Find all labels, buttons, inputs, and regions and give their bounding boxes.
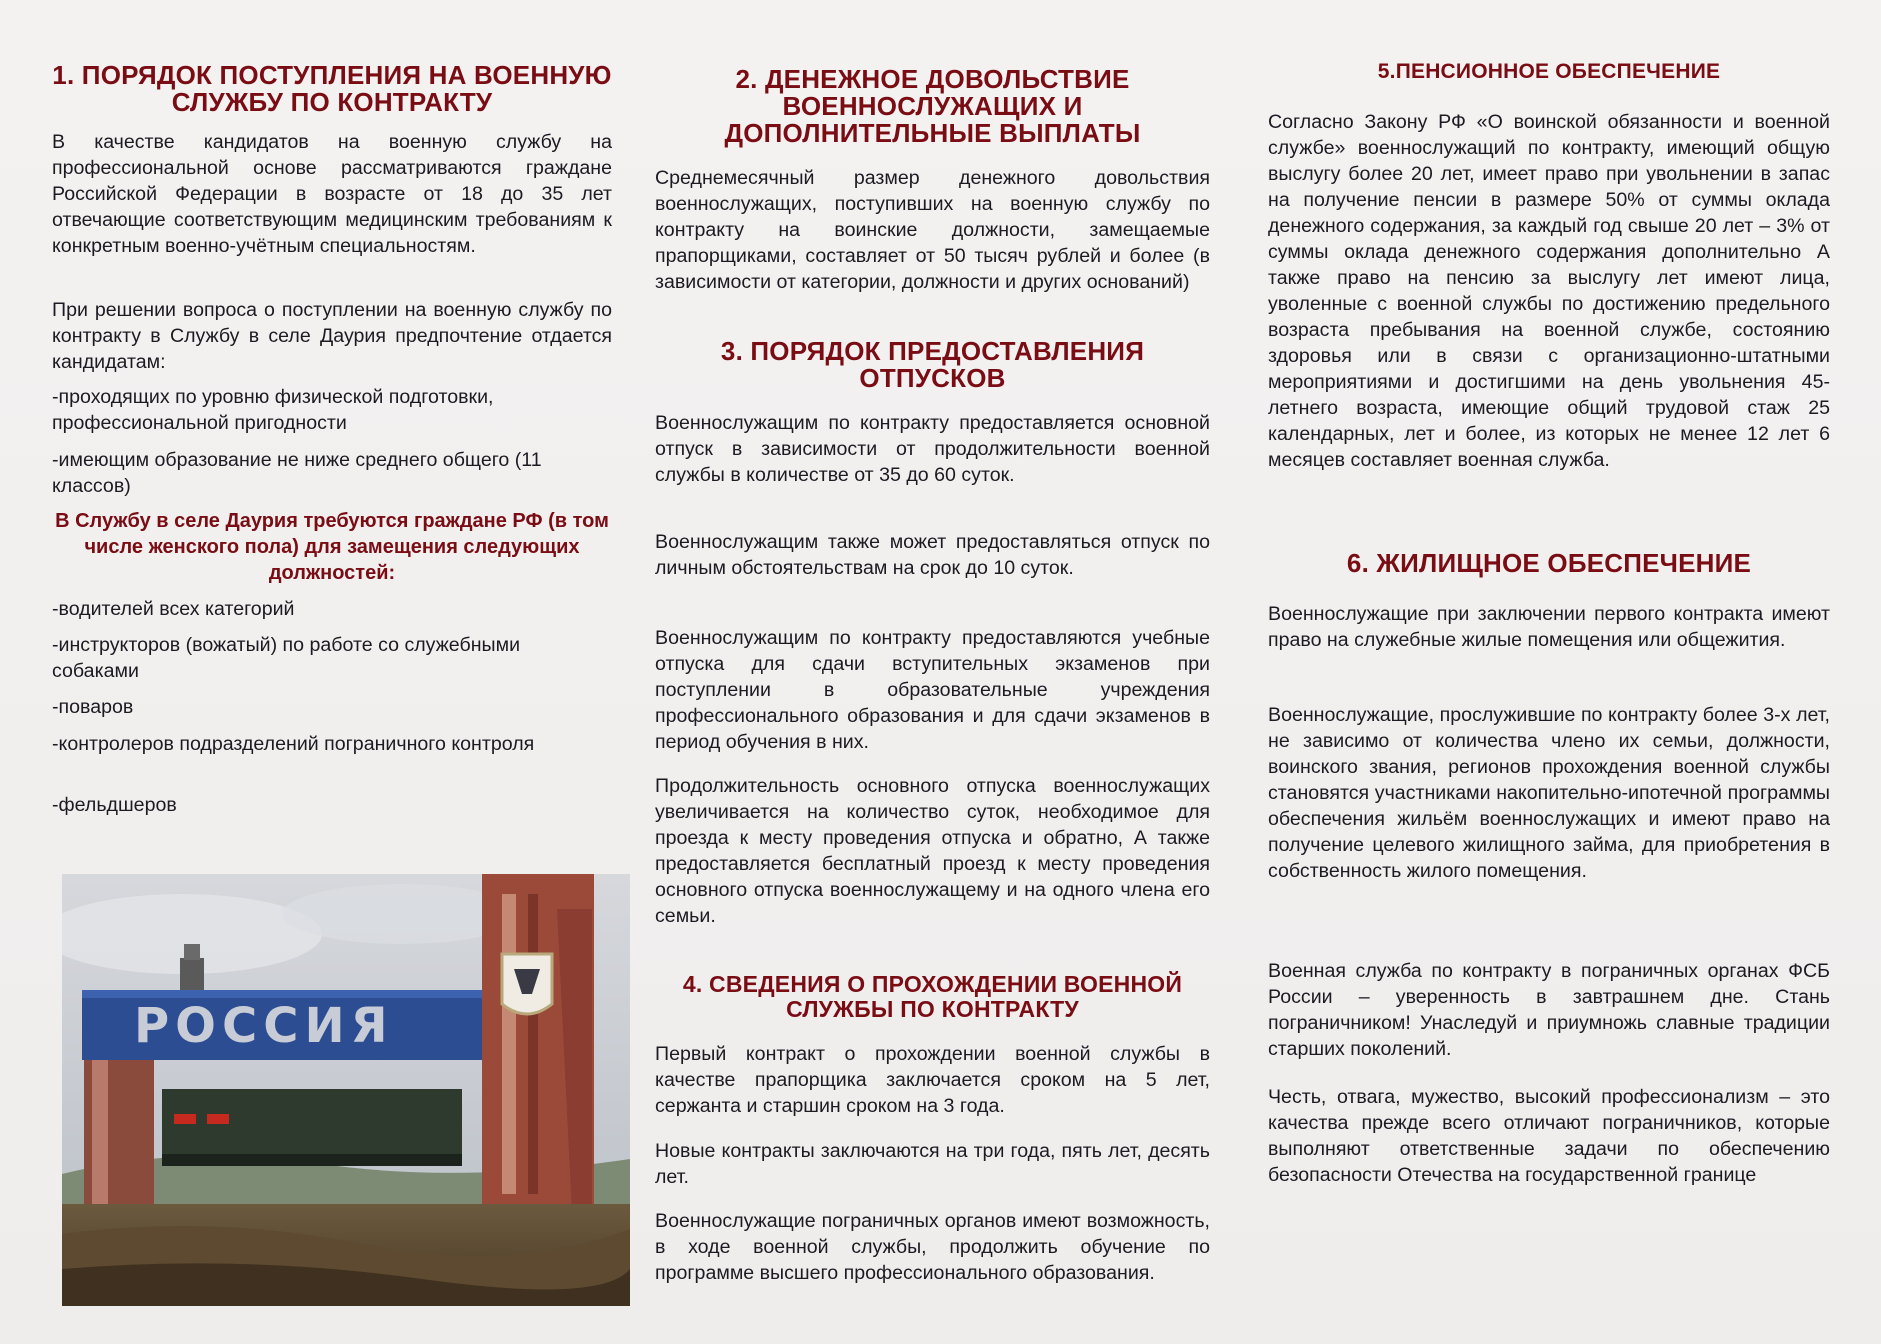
housing-paragraph-1: Военнослужащие при заключении первого контракта имеют право на служебные жилые помещения или общежития. bbox=[1268, 603, 1830, 651]
list-item: -фельдшеров bbox=[52, 794, 177, 816]
section-3-title: 3. ПОРЯДОК ПРЕДОСТАВЛЕНИЯ ОТПУСКОВ bbox=[720, 336, 1145, 393]
list-item: -водителей всех категорий bbox=[52, 598, 295, 620]
closing-paragraph-2: Честь, отвага, мужество, высокий профессионализм – это качества прежде всего отличают пограничников, которые выполняют ответственные задачи по обеспечению безопасности Отечества на государственной границе bbox=[1268, 1086, 1830, 1186]
vacancies-highlight: В Службу в селе Даурия требуются граждане РФ (в том числе женского пола) для замещения следующих должностей: bbox=[55, 510, 609, 584]
section-4-title: 4. СВЕДЕНИЯ О ПРОХОЖДЕНИИ ВОЕННОЙ СЛУЖБЫ ПО КОНТРАКТУ bbox=[682, 971, 1183, 1022]
section-1-title: 1. ПОРЯДОК ПОСТУПЛЕНИЯ НА ВОЕННУЮ СЛУЖБУ ПО КОНТРАКТУ bbox=[52, 60, 612, 117]
list-item: -поваров bbox=[52, 696, 134, 718]
list-item: -контролеров подразделений пограничного контроля bbox=[52, 733, 535, 755]
housing-paragraph-2: Военнослужащие, прослужившие по контракту более 3-х лет, не зависимо от количества члено их семьи, должности, воинского звания, регионов прохождения военной службы становятся участниками накопительно-ипотечной программы обеспечения жильём военнослужащих и имеют право на получение целевого жилищного займа, для приобретения в собственность жилого помещения. bbox=[1268, 704, 1830, 882]
section-6-title: 6. ЖИЛИЩНОЕ ОБЕСПЕЧЕНИЕ bbox=[1346, 548, 1752, 578]
admission-paragraph-2: При решении вопроса о поступлении на военную службу по контракту в Службу в селе Даурия предпочтение отдается кандидатам: bbox=[52, 299, 612, 373]
contract-paragraph-2: Новые контракты заключаются на три года, пять лет, десять лет. bbox=[655, 1140, 1210, 1188]
leave-paragraph-1: Военнослужащим по контракту предоставляется основной отпуск в зависимости от продолжительности военной службы в количестве от 35 до 60 суток. bbox=[655, 412, 1210, 486]
pension-paragraph: Согласно Закону РФ «О воинской обязанности и военной службе» военнослужащий по контракту, имеющий общую выслугу более 20 лет, имеет право при увольнении в запас на получение пенсии в размере 50% от суммы оклада денежного содержания, за каждый год свыше 20 лет – 3% от суммы оклада денежного содержания дополнительно А также право на пенсию за выслугу лет имеют лица, уволенные с военной службы по достижению предельного возраста пребывания на военной службе, состоянию здоровья или в связи с организационно-штатными мероприятиями и достигшими на день увольнения 45-летнего возраста, имеющие общий трудовой стаж 25 календарных, лет и более, из которых не менее 12 лет 6 месяцев составляет военная служба. bbox=[1268, 111, 1830, 471]
admission-paragraph-3: -проходящих по уровню физической подготовки, профессиональной пригодности bbox=[52, 386, 494, 434]
contract-paragraph-3: Военнослужащие пограничных органов имеют возможность, в ходе военной службы, продолжить обучение по программе высшего профессионального образования. bbox=[655, 1210, 1210, 1284]
section-5-title: 5.ПЕНСИОННОЕ ОБЕСПЕЧЕНИЕ bbox=[1377, 60, 1721, 83]
closing-paragraph-1: Военная служба по контракту в пограничных органах ФСБ России – уверенность в завтрашнем дне. Стань пограничником! Унаследуй и приумножь славные традиции старших поколений. bbox=[1268, 960, 1830, 1060]
admission-paragraph-4: -имеющим образование не ниже среднего общего (11 классов) bbox=[52, 449, 542, 497]
gate-sign-text: РОССИЯ bbox=[134, 998, 394, 1054]
leave-paragraph-4: Продолжительность основного отпуска военнослужащих увеличивается на количество суток, необходимое для проезда к месту проведения отпуска и обратно, А также предоставляется бесплатный проезд к месту проведения основного отпуска военнослужащему и на одного члена его семьи. bbox=[655, 775, 1210, 927]
border-gate-photo bbox=[62, 874, 630, 1306]
pay-paragraph: Среднемесячный размер денежного довольствия военнослужащих, поступивших на военную службу по контракту на воинские должности, замещаемые прапорщиками, составляет от 50 тысяч рублей и более (в зависимости от категории, должности и других оснований) bbox=[655, 167, 1210, 293]
list-item: -инструкторов (вожатый) по работе со служебными собаками bbox=[52, 634, 521, 682]
section-2-title: 2. ДЕНЕЖНОЕ ДОВОЛЬСТВИЕ ВОЕННОСЛУЖАЩИХ И ДОПОЛНИТЕЛЬНЫЕ ВЫПЛАТЫ bbox=[724, 64, 1141, 148]
admission-paragraph-1: В качестве кандидатов на военную службу на профессиональной основе рассматриваются граждане Российской Федерации в возрасте от 18 до 35 лет отвечающие соответствующим медицинским требованиям к конкретным военно-учётным специальностям. bbox=[52, 131, 612, 257]
leave-paragraph-2: Военнослужащим также может предоставляться отпуск по личным обстоятельствам на срок до 10 суток. bbox=[655, 531, 1210, 579]
contract-paragraph-1: Первый контракт о прохождении военной службы в качестве прапорщика заключается сроком на 5 лет, сержанта и старшин сроком на 3 года. bbox=[655, 1043, 1210, 1117]
leave-paragraph-3: Военнослужащим по контракту предоставляются учебные отпуска для сдачи вступительных экзаменов при поступлении в образовательные учреждения профессионального образования и для сдачи экзаменов в период обучения в них. bbox=[655, 627, 1210, 753]
border-gate-illustration bbox=[62, 874, 630, 1306]
